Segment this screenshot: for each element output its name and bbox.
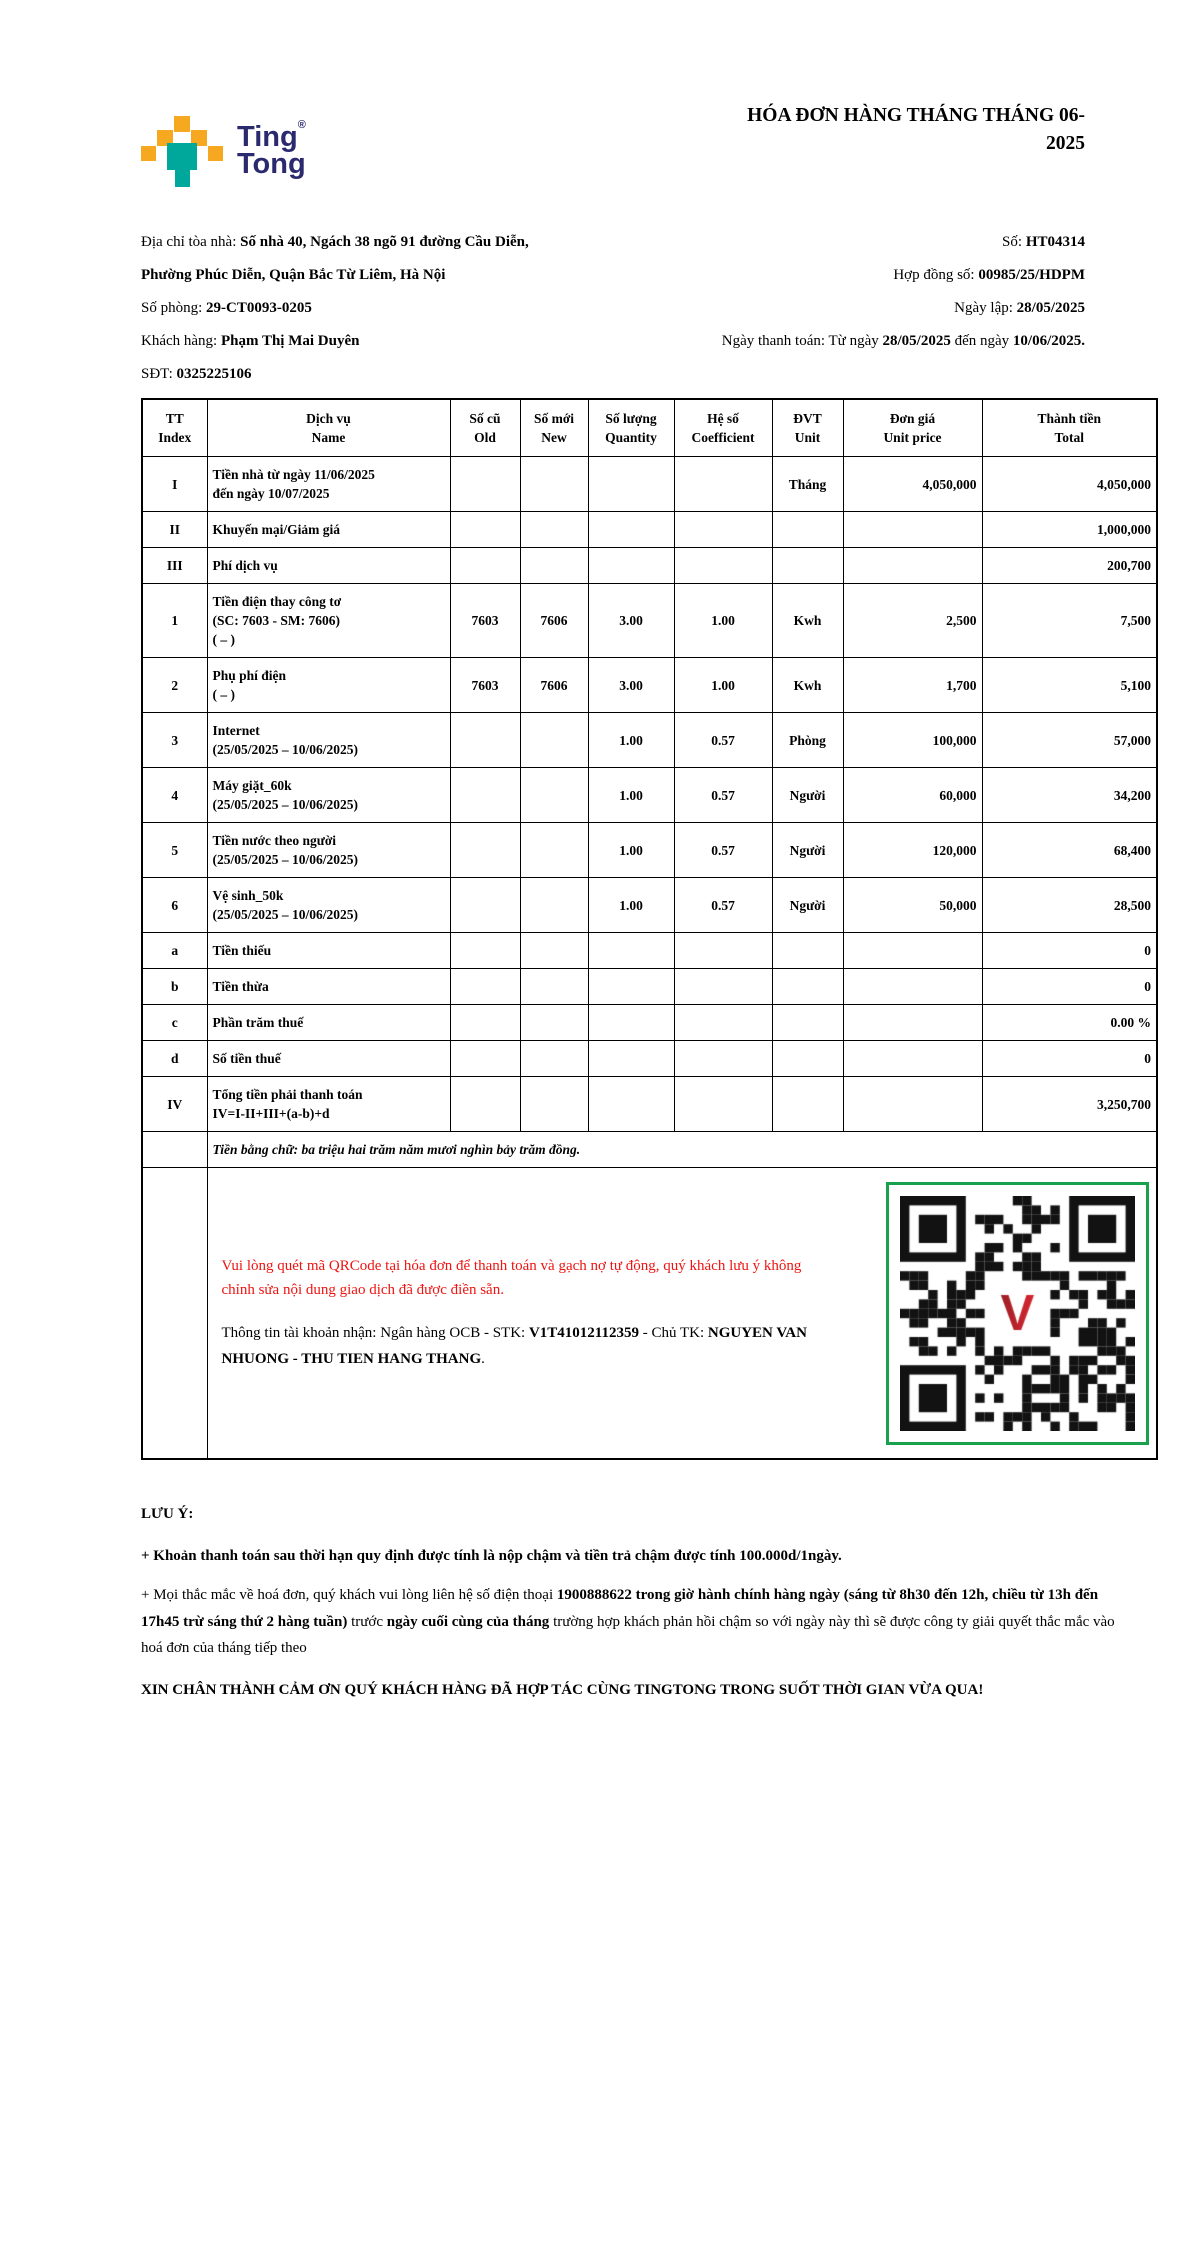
invoice-table-foot (142, 1132, 1157, 1460)
cell-coef (674, 457, 772, 512)
cell-tt: a (142, 933, 207, 969)
cell-empty (142, 1132, 207, 1168)
cell-name: Số tiền thuế (207, 1041, 450, 1077)
service-row (142, 1005, 1157, 1041)
account-mid: - Chủ TK: (638, 1325, 708, 1341)
cell-unit (772, 969, 843, 1005)
cell-old (450, 457, 520, 512)
note-hotline: + Mọi thắc mắc về hoá đơn, quý khách vui lòng liên hệ số điện thoại 1900888622 trong giờ hành chính hàng ngày (sáng từ 8h30 đến 12h, chiều từ 13h đến 17h45 trừ sáng thứ 2 hàng tuần) trước ngày cuối cùng của tháng trường hợp khách phản hồi chậm so với ngày này thì sẽ được công ty giải quyết thắc mắc vào hoá đơn của tháng tiếp theo (141, 1587, 1115, 1656)
cell-unit (772, 1041, 843, 1077)
cell-old (450, 1041, 520, 1077)
cell-old: 7603 (450, 658, 520, 713)
cell-new (520, 713, 588, 768)
qr-code-frame (886, 1182, 1149, 1445)
info-line-1 (141, 226, 1085, 259)
service-row (142, 713, 1157, 768)
cell-price: 1,700 (843, 658, 982, 713)
cell-qty: 1.00 (588, 713, 674, 768)
brand-wordmark: Ting® Tong (237, 119, 306, 180)
cell-price (843, 548, 982, 584)
cell-name: Phần trăm thuế (207, 1005, 450, 1041)
invoice-header (141, 100, 1200, 218)
contract-value: 00985/25/HDPM (978, 267, 1085, 283)
cell-total: 5,100 (982, 658, 1157, 713)
cell-new (520, 457, 588, 512)
service-row (142, 969, 1157, 1005)
cell-price: 100,000 (843, 713, 982, 768)
cell-price (843, 1077, 982, 1132)
cell-total: 68,400 (982, 823, 1157, 878)
cell-name: Internet (25/05/2025 – 10/06/2025) (207, 713, 450, 768)
service-row (142, 457, 1157, 512)
col-header-new: Số mới New (520, 399, 588, 457)
cell-price (843, 1005, 982, 1041)
cell-price: 2,500 (843, 584, 982, 658)
invoice-table-head (142, 399, 1157, 457)
cell-tt: c (142, 1005, 207, 1041)
cell-coef: 0.57 (674, 713, 772, 768)
cell-old (450, 768, 520, 823)
cell-qty (588, 1077, 674, 1132)
cell-qty: 1.00 (588, 768, 674, 823)
cell-unit: Kwh (772, 584, 843, 658)
cell-new: 7606 (520, 584, 588, 658)
amount-in-words (207, 1132, 1157, 1168)
info-line-3 (141, 292, 1085, 325)
cell-coef (674, 512, 772, 548)
cell-unit: Phòng (772, 713, 843, 768)
cell-total: 1,000,000 (982, 512, 1157, 548)
cell-name: Tiền thừa (207, 969, 450, 1005)
invoice-no-label: Số: (1002, 234, 1026, 250)
service-row (142, 512, 1157, 548)
col-header-coefficient: Hệ số Coefficient (674, 399, 772, 457)
phone-value: 0325225106 (176, 366, 252, 382)
cell-name: Máy giặt_60k (25/05/2025 – 10/06/2025) (207, 768, 450, 823)
cell-unit (772, 1005, 843, 1041)
address-value: Số nhà 40, Ngách 38 ngõ 91 đường Cầu Diễn, (240, 234, 529, 250)
cell-qty (588, 1005, 674, 1041)
col-header-name: Dịch vụ Name (207, 399, 450, 457)
cell-tt: 5 (142, 823, 207, 878)
cell-name: Tiền điện thay công tơ (SC: 7603 - SM: 7606) ( – ) (207, 584, 450, 658)
cell-old (450, 1005, 520, 1041)
cell-unit (772, 512, 843, 548)
cell-qty (588, 969, 674, 1005)
room-label: Số phòng: (141, 300, 207, 316)
cell-new (520, 1077, 588, 1132)
cell-coef: 0.57 (674, 823, 772, 878)
qr-code-canvas (900, 1196, 1135, 1431)
address-label: Địa chỉ tòa nhà: (141, 234, 241, 250)
cell-tt: b (142, 969, 207, 1005)
customer-label: Khách hàng: (141, 333, 221, 349)
invoice-table-body (142, 457, 1157, 1132)
cell-name: Tiền nhà từ ngày 11/06/2025 đến ngày 10/07/2025 (207, 457, 450, 512)
cell-coef (674, 548, 772, 584)
cell-coef (674, 969, 772, 1005)
cell-unit (772, 933, 843, 969)
tingtong-logo-icon (141, 116, 223, 190)
pay-period-label: Ngày thanh toán: Từ ngày (721, 333, 883, 349)
cell-unit: Người (772, 823, 843, 878)
cell-old: 7603 (450, 584, 520, 658)
cell-tt: 2 (142, 658, 207, 713)
cell-price: 50,000 (843, 878, 982, 933)
cell-unit (772, 1077, 843, 1132)
service-row (142, 1077, 1157, 1132)
cell-total: 0 (982, 1041, 1157, 1077)
account-prefix: Thông tin tài khoản nhận: Ngân hàng OCB - STK: (221, 1325, 529, 1341)
amount-in-words-label: Tiền bằng chữ: (212, 1142, 302, 1157)
col-header-old: Số cũ Old (450, 399, 520, 457)
cell-new (520, 512, 588, 548)
invoice-table (141, 398, 1158, 1460)
account-suffix: . (481, 1351, 485, 1367)
cell-unit: Kwh (772, 658, 843, 713)
service-row (142, 1041, 1157, 1077)
cell-new (520, 878, 588, 933)
cell-old (450, 713, 520, 768)
cell-coef (674, 1041, 772, 1077)
cell-qty (588, 512, 674, 548)
cell-coef (674, 933, 772, 969)
cell-old (450, 1077, 520, 1132)
info-line-4 (141, 325, 1085, 358)
amount-in-words-row (142, 1132, 1157, 1168)
header-row (142, 399, 1157, 457)
registered-mark: ® (297, 119, 306, 131)
cell-coef: 0.57 (674, 878, 772, 933)
notes-heading: LƯU Ý: (141, 1506, 194, 1522)
cell-price (843, 512, 982, 548)
cell-total: 4,050,000 (982, 457, 1157, 512)
cell-empty (142, 1168, 207, 1460)
cell-new (520, 548, 588, 584)
cell-tt: 4 (142, 768, 207, 823)
cell-total: 28,500 (982, 878, 1157, 933)
customer-value: Phạm Thị Mai Duyên (220, 333, 360, 349)
account-holder: NGUYEN VAN NHUONG - THU TIEN HANG THANG (221, 1325, 807, 1367)
cell-name: Tiền thiếu (207, 933, 450, 969)
service-row (142, 933, 1157, 969)
service-row (142, 584, 1157, 658)
cell-tt: IV (142, 1077, 207, 1132)
contract-label: Hợp đồng số: (893, 267, 979, 283)
cell-tt: d (142, 1041, 207, 1077)
qr-warning-text: Vui lòng quét mã QRCode tại hóa đơn để thanh toán và gạch nợ tự động, quý khách lưu ý không chỉnh sửa nội dung giao dịch đã được điền sẵn. (221, 1258, 802, 1298)
cell-price (843, 933, 982, 969)
col-header-total: Thành tiền Total (982, 399, 1157, 457)
address-value-2: Phường Phúc Diễn, Quận Bắc Từ Liêm, Hà Nội (141, 267, 446, 283)
cell-new: 7606 (520, 658, 588, 713)
cell-unit: Người (772, 768, 843, 823)
cell-name: Vệ sinh_50k (25/05/2025 – 10/06/2025) (207, 878, 450, 933)
cell-name: Tổng tiền phải thanh toán IV=I-II+III+(a-b)+d (207, 1077, 450, 1132)
cell-qty (588, 457, 674, 512)
col-header-quantity: Số lượng Quantity (588, 399, 674, 457)
service-row (142, 548, 1157, 584)
service-row (142, 658, 1157, 713)
cell-new (520, 933, 588, 969)
cell-total: 3,250,700 (982, 1077, 1157, 1132)
cell-old (450, 548, 520, 584)
cell-qty: 3.00 (588, 584, 674, 658)
service-row (142, 768, 1157, 823)
issue-date-label: Ngày lập: (954, 300, 1017, 316)
col-header-unit-price: Đơn giá Unit price (843, 399, 982, 457)
cell-new (520, 1041, 588, 1077)
account-number: V1T41012112359 (528, 1325, 639, 1341)
room-value: 29-CT0093-0205 (206, 300, 312, 316)
cell-name: Phí dịch vụ (207, 548, 450, 584)
pay-to-value: 10/06/2025. (1012, 333, 1085, 349)
invoice-title: HÓA ĐƠN HÀNG THÁNG THÁNG 06- 2025 (747, 105, 1085, 154)
cell-new (520, 768, 588, 823)
note-late-payment: + Khoản thanh toán sau thời hạn quy định được tính là nộp chậm và tiền trả chậm được tính 100.000d/1ngày. (141, 1548, 842, 1564)
issue-date-value: 28/05/2025 (1016, 300, 1085, 316)
cell-old (450, 969, 520, 1005)
cell-new (520, 969, 588, 1005)
cell-new (520, 823, 588, 878)
cell-tt: 1 (142, 584, 207, 658)
cell-coef (674, 1005, 772, 1041)
cell-old (450, 512, 520, 548)
service-row (142, 878, 1157, 933)
amount-in-words-value: ba triệu hai trăm năm mươi nghìn bảy trăm đồng. (301, 1142, 581, 1157)
thank-you-text: XIN CHÂN THÀNH CẢM ƠN QUÝ KHÁCH HÀNG ĐÃ HỢP TÁC CÙNG TINGTONG TRONG SUỐT THỜI GIAN VỪA QUA! (141, 1681, 984, 1698)
invoice-info (141, 226, 1085, 391)
cell-price: 4,050,000 (843, 457, 982, 512)
payment-row (142, 1168, 1157, 1460)
cell-qty (588, 548, 674, 584)
cell-name: Khuyến mại/Giảm giá (207, 512, 450, 548)
account-info (222, 1320, 834, 1372)
phone-label: SĐT: (141, 366, 177, 382)
cell-old (450, 823, 520, 878)
cell-qty: 1.00 (588, 878, 674, 933)
cell-qty (588, 1041, 674, 1077)
cell-price: 120,000 (843, 823, 982, 878)
cell-price (843, 969, 982, 1005)
cell-coef: 1.00 (674, 584, 772, 658)
cell-name: Phụ phí điện ( – ) (207, 658, 450, 713)
cell-tt: III (142, 548, 207, 584)
cell-unit (772, 548, 843, 584)
cell-new (520, 1005, 588, 1041)
cell-total: 34,200 (982, 768, 1157, 823)
cell-tt: 6 (142, 878, 207, 933)
cell-old (450, 933, 520, 969)
cell-tt: 3 (142, 713, 207, 768)
cell-qty: 1.00 (588, 823, 674, 878)
cell-total: 57,000 (982, 713, 1157, 768)
cell-total: 7,500 (982, 584, 1157, 658)
payment-instructions (208, 1254, 834, 1372)
payment-cell (207, 1168, 1157, 1460)
info-line-5 (141, 358, 1085, 391)
col-header-unit: ĐVT Unit (772, 399, 843, 457)
cell-price: 60,000 (843, 768, 982, 823)
cell-old (450, 878, 520, 933)
cell-coef: 1.00 (674, 658, 772, 713)
cell-tt: II (142, 512, 207, 548)
invoice-footer (141, 1506, 1116, 1703)
cell-total: 0 (982, 933, 1157, 969)
cell-coef: 0.57 (674, 768, 772, 823)
cell-total: 0 (982, 969, 1157, 1005)
cell-total: 0.00 % (982, 1005, 1157, 1041)
cell-price (843, 1041, 982, 1077)
info-line-2 (141, 259, 1085, 292)
cell-tt: I (142, 457, 207, 512)
pay-mid-label: đến ngày (950, 333, 1013, 349)
cell-unit: Tháng (772, 457, 843, 512)
invoice-no-value: HT04314 (1025, 234, 1085, 250)
cell-coef (674, 1077, 772, 1132)
cell-qty (588, 933, 674, 969)
cell-name: Tiền nước theo người (25/05/2025 – 10/06/2025) (207, 823, 450, 878)
service-row (142, 823, 1157, 878)
cell-qty: 3.00 (588, 658, 674, 713)
col-header-index: TT Index (142, 399, 207, 457)
pay-from-value: 28/05/2025 (882, 333, 951, 349)
cell-total: 200,700 (982, 548, 1157, 584)
cell-unit: Người (772, 878, 843, 933)
